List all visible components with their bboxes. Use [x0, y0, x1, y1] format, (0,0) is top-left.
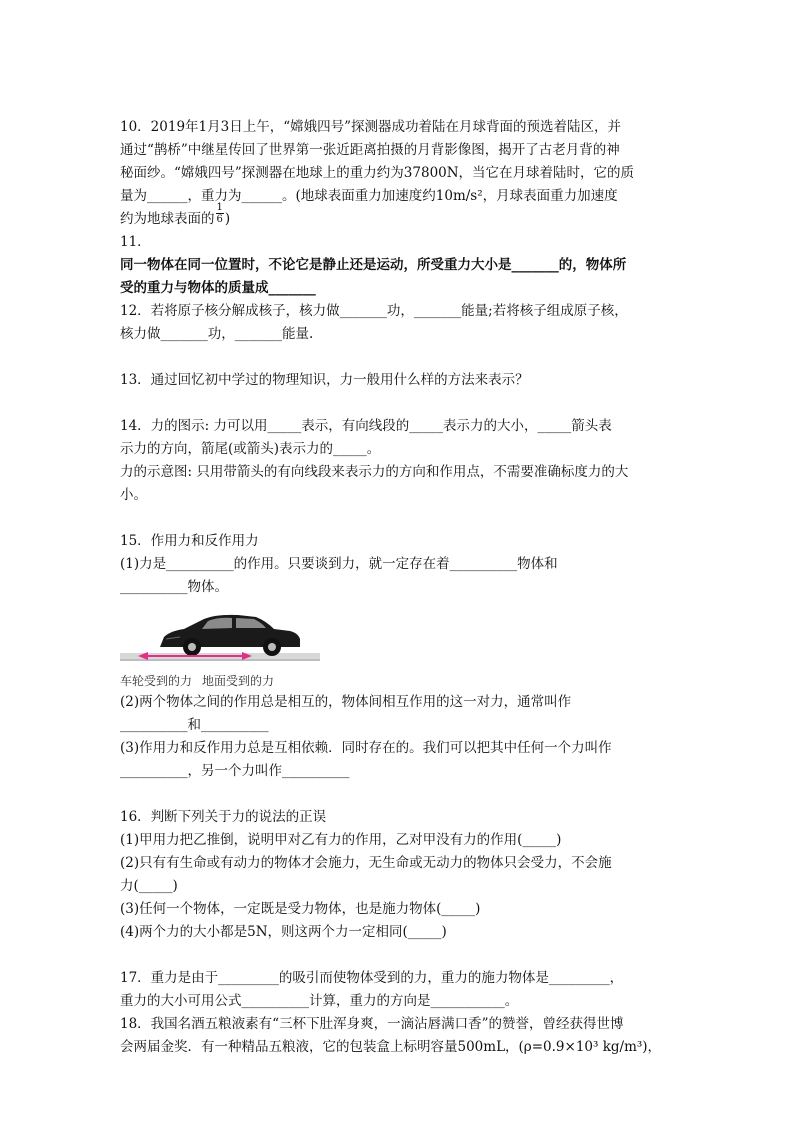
- question-15: [120, 530, 686, 783]
- q10-line-5: [120, 202, 686, 231]
- question-17: [120, 967, 686, 1013]
- q10-line-3: 秘面纱。“嫦娥四号”探测器在地球上的重力约为37800N，当它在月球着陆时，它的质: [120, 165, 635, 181]
- q16-item-2-line-1: (2)只有有生命或有动力的物体才会施力，无生命或无动力的物体只会受力，不会施: [120, 855, 612, 871]
- spacer: [120, 507, 686, 530]
- question-18: [120, 1013, 686, 1059]
- q16-item-1: (1)甲用力把乙推倒，说明甲对乙有力的作用，乙对甲没有力的作用(_____): [120, 832, 562, 848]
- q18-line-1: 18．我国名酒五粮液素有“三杯下肚浑身爽，一滴沾唇满口香”的赞誉，曾经获得世博: [120, 1016, 624, 1032]
- q17-line-1: 17．重力是由于_________的吸引而使物体受到的力，重力的施力物体是_________，: [120, 970, 624, 986]
- spacer: [120, 392, 686, 415]
- q16-item-3: (3)任何一个物体，一定既是受力物体，也是施力物体(_____): [120, 901, 481, 917]
- caption-wheel-force: 车轮受到的力: [120, 674, 193, 688]
- q11-number: 11．: [120, 234, 151, 250]
- question-16: [120, 806, 686, 944]
- q12-line-1: 12．若将原子核分解成核子，核力做_______功，_______能量;若将核子组成原子核，: [120, 303, 628, 319]
- question-12: [120, 300, 686, 346]
- fraction-one-sixth: [216, 202, 224, 225]
- q15-part-1-line-1: (1)力是__________的作用。只要谈到力，就一定存在着__________物体和: [120, 556, 558, 572]
- q13-line-1: 13．通过回忆初中学过的物理知识，力一般用什么样的方法来表示？: [120, 372, 529, 388]
- q10-line-1: 10．2019年1月3日上午，“嫦娥四号”探测器成功着陆在月球背面的预选着陆区，并: [120, 119, 622, 135]
- q10-line-5-text: 约为地球表面的: [120, 211, 215, 227]
- q14-line-4: 小。: [120, 487, 147, 503]
- q14-line-2: 示力的方向，箭尾(或箭头)表示力的_____。: [120, 441, 381, 457]
- q15-part-3-line-2: __________，另一个力叫作__________: [120, 763, 350, 779]
- q10-line-4: 量为______，重力为______。(地球表面重力加速度约10m/s²，月球表面重力加速度: [120, 188, 618, 204]
- spacer: [120, 944, 686, 967]
- spacer: [120, 783, 686, 806]
- fraction-numerator: 1: [216, 202, 223, 213]
- front-wheel-hub: [188, 643, 196, 651]
- q11-line-1: 同一物体在同一位置时，不论它是静止还是运动，所受重力大小是_______的，物体所: [120, 257, 627, 273]
- q15-title: 15．作用力和反作用力: [120, 533, 259, 549]
- road-edge: [120, 659, 320, 661]
- question-10: [120, 116, 686, 231]
- q15-part-1-line-2: __________物体。: [120, 579, 228, 595]
- q11-line-2: 受的重力与物体的质量成_______: [120, 280, 316, 296]
- figure-caption: [120, 673, 320, 689]
- spacer: [120, 346, 686, 369]
- q16-item-4: (4)两个力的大小都是5N，则这两个力一定相同(_____): [120, 924, 447, 940]
- car-illustration: [120, 609, 320, 671]
- rear-wheel-hub: [268, 643, 276, 651]
- question-11: [120, 231, 686, 300]
- q16-title: 16．判断下列关于力的说法的正误: [120, 809, 327, 825]
- q14-line-1: 14．力的图示: 力可以用_____表示，有向线段的_____表示力的大小，_____箭头表: [120, 418, 612, 434]
- q10-line-5-end: ): [224, 211, 231, 227]
- fraction-denominator: 6: [216, 214, 223, 225]
- q15-part-3-line-1: (3)作用力和反作用力总是互相依赖．同时存在的。我们可以把其中任何一个力叫作: [120, 740, 612, 756]
- q15-part-2-line-2: __________和__________: [120, 717, 269, 733]
- q16-item-2-line-2: 力(_____): [120, 878, 178, 894]
- car-force-figure: [120, 609, 320, 691]
- q17-line-2: 重力的大小可用公式__________计算，重力的方向是___________。: [120, 993, 519, 1009]
- q12-line-2: 核力做_______功，_______能量.: [120, 326, 314, 342]
- q10-line-2: 通过“鹊桥”中继星传回了世界第一张近距离拍摄的月背影像图，揭开了古老月背的神: [120, 142, 620, 158]
- caption-ground-force: 地面受到的力: [202, 674, 275, 688]
- question-13: [120, 369, 686, 392]
- question-14: [120, 415, 686, 507]
- q18-line-2: 会两届金奖．有一种精品五粮液，它的包装盒上标明容量500mL，(ρ=0.9×10³ kg/m³)，: [120, 1039, 662, 1055]
- question-sheet: [120, 116, 686, 1059]
- q14-line-3: 力的示意图: 只用带箭头的有向线段来表示力的方向和作用点，不需要准确标度力的大: [120, 464, 629, 480]
- q15-part-2-line-1: (2)两个物体之间的作用总是相互的，物体间相互作用的这一对力，通常叫作: [120, 694, 572, 710]
